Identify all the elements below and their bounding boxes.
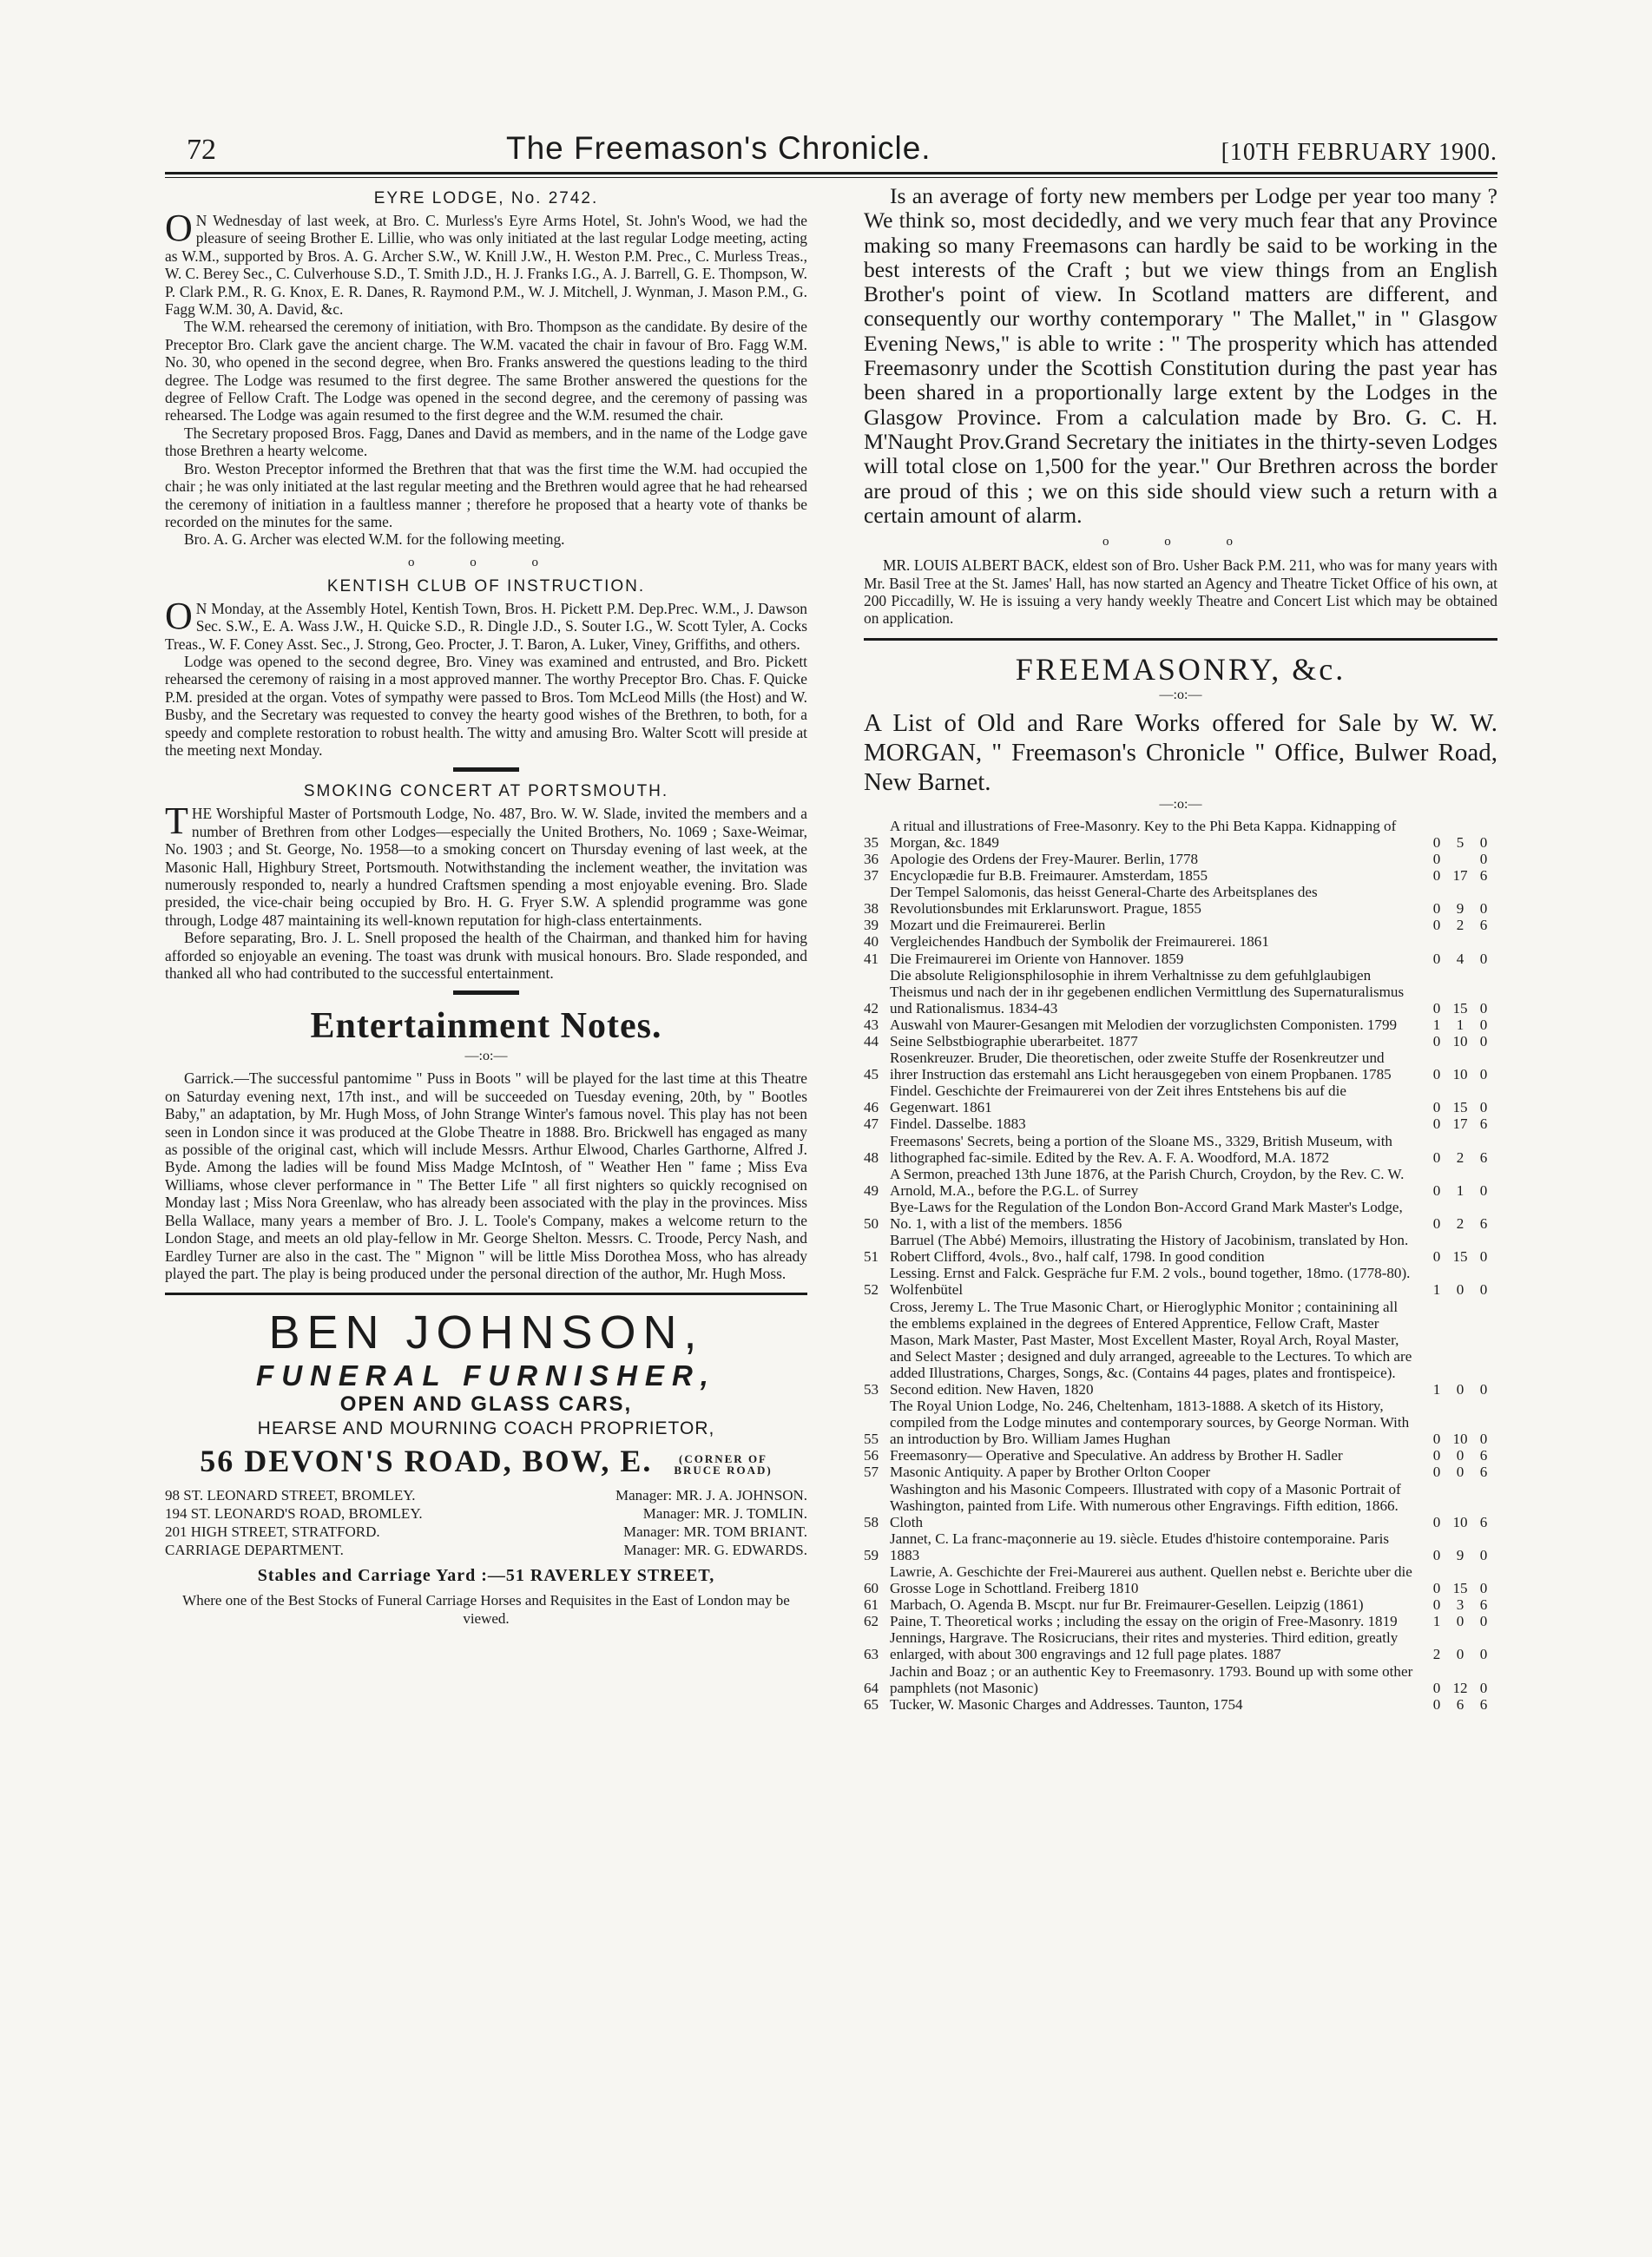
entry-title: Marbach, O. Agenda B. Mscpt. nur fur Br. Freimaurer-Gesellen. Leipzig (1861)	[890, 1596, 1364, 1614]
catalogue-entry	[864, 1447, 1497, 1464]
branch-address: CARRIAGE DEPARTMENT.	[165, 1542, 344, 1559]
kentish-club-heading: KENTISH CLUB OF INSTRUCTION.	[326, 576, 646, 596]
smoking-concert-body	[165, 799, 807, 983]
price-pence: 6	[1479, 1148, 1488, 1166]
price-pounds: 0	[1432, 917, 1441, 934]
price-pence: 6	[1479, 1513, 1488, 1530]
branch-manager: Manager: MR. TOM BRIANT.	[622, 1523, 807, 1541]
entry-title: Rosenkreuzer. Bruder, Die theoretischen, oder zweite Stuffe der Rosenkreutzer und ihrer Instruction das erstemahl ans Licht herausgegeben von einem Propbanen. 1785	[890, 1050, 1392, 1083]
entry-number: 45	[864, 1066, 879, 1083]
entry-price	[1426, 1514, 1497, 1530]
entry-price	[1426, 1281, 1497, 1298]
advert-trade: FUNERAL FURNISHER,	[256, 1359, 716, 1392]
price-pence: 6	[1479, 1596, 1488, 1614]
price-pounds: 0	[1432, 1066, 1441, 1083]
entry-title: Masonic Antiquity. A paper by Brother Orlton Cooper	[890, 1464, 1211, 1481]
price-shillings: 10	[1452, 1513, 1468, 1530]
ornament-rule: —:o:—	[1159, 687, 1202, 702]
entry-number: 36	[864, 850, 879, 867]
branch-manager: Manager: MR. J. TOMLIN.	[642, 1505, 807, 1523]
price-shillings: 0	[1456, 1613, 1464, 1630]
paragraph: ON Wednesday of last week, at Bro. C. Murless's Eyre Arms Hotel, St. John's Wood, we had the pleasure of seeing Brother E. Lillie, who was only initiated at the last regular Lodge meeting, acting as W.M., supported by Bros. A. G. Archer S.W., W. Knill J.W., H. Weston P.M. Prec., C. Murless Treas., W. C. Berey Sec., C. Culverhouse S.D., T. Smith J.D., H. J. Franks I.G., A. J. Barrell, G. E. Thompson, W. P. Clark P.M., R. G. Knox, E. R. Danes, R. Raymond P.M., W. J. Mitchell, J. Wynman, J. Mason P.M., G. Fagg W.M. 30, A. David, &c.	[165, 207, 807, 319]
catalogue-entry	[864, 1050, 1497, 1082]
editorial-article	[864, 184, 1497, 528]
price-shillings: 17	[1452, 867, 1468, 885]
catalogue-entry	[864, 1017, 1497, 1033]
price-pounds: 0	[1432, 1580, 1441, 1597]
price-pence: 6	[1479, 1695, 1488, 1713]
entry-title: A ritual and illustrations of Free-Masonry. Key to the Phi Beta Kappa. Kidnapping of Morgan, &c. 1849	[890, 817, 1397, 851]
catalogue-entry	[864, 1166, 1497, 1199]
price-pounds: 1	[1432, 1281, 1441, 1299]
catalogue-entry	[864, 1299, 1497, 1398]
entry-number: 48	[864, 1148, 879, 1166]
price-pounds: 0	[1432, 900, 1441, 918]
price-pounds: 0	[1432, 1513, 1441, 1530]
ben-johnson-advert	[165, 1306, 807, 1628]
eyre-lodge-body	[165, 207, 807, 549]
entry-title: The Royal Union Lodge, No. 246, Cheltenham, 1813-1888. A sketch of its History, compiled from the Lodge minutes and contemporary sources, by George Norman. With an introduction by Bro. William James Hughan	[890, 1398, 1410, 1448]
entry-title: Bye-Laws for the Regulation of the London Bon-Accord Grand Mark Master's Lodge, No. 1, with a list of the members. 1856	[890, 1198, 1403, 1233]
price-pence: 0	[1479, 1679, 1488, 1696]
section-divider	[453, 767, 519, 772]
entry-title: Vergleichendes Handbuch der Symbolik der Freimaurerei. 1861	[890, 933, 1269, 951]
catalogue-entry	[864, 951, 1497, 967]
price-shillings: 1	[1456, 1181, 1464, 1199]
price-pence: 6	[1479, 1115, 1488, 1133]
price-shillings: 3	[1456, 1596, 1464, 1614]
entry-price	[1426, 1547, 1497, 1563]
entry-price	[1426, 1215, 1497, 1232]
paragraph: ON Monday, at the Assembly Hotel, Kentish Town, Bros. H. Pickett P.M. Dep.Prec. W.M., J. Dawson Sec. S.W., E. A. Wass J.W., H. Quicke S.D., R. Dingle J.D., S. Souter I.G., W. Scott Tyler, A. Cocks Treas., W. F. Coney Asst. Sec., J. Strong, Geo. Procter, J. T. Baron, A. Luker, Viney, Griffiths, and others.	[165, 594, 807, 653]
price-pounds: 0	[1432, 1679, 1441, 1696]
entry-price	[1426, 1431, 1497, 1447]
entry-title: Apologie des Ordens der Frey-Maurer. Berlin, 1778	[890, 850, 1199, 867]
catalogue-entry	[864, 933, 1497, 950]
freemasonry-catalogue	[864, 651, 1497, 1713]
entry-price	[1426, 1000, 1497, 1017]
entry-price	[1426, 1033, 1497, 1050]
entry-number: 50	[864, 1215, 879, 1233]
advert-corner-note	[674, 1453, 772, 1476]
ornament-rule: —:o:—	[464, 1049, 508, 1064]
entry-price	[1426, 1149, 1497, 1166]
price-pence: 0	[1479, 1033, 1488, 1050]
advert-rule	[165, 1293, 807, 1295]
price-pounds: 0	[1432, 850, 1441, 867]
entry-title: Jannet, C. La franc-maçonnerie au 19. siècle. Etudes d'histoire contemporaine. Paris 1883	[890, 1530, 1390, 1563]
right-column	[864, 184, 1497, 1713]
price-shillings: 4	[1456, 950, 1464, 967]
entry-price	[1426, 1017, 1497, 1033]
paragraph: Lodge was opened to the second degree, Bro. Viney was examined and entrusted, and Bro. Pickett rehearsed the ceremony of raising in a most approved manner. The worthy Preceptor Bro. Chas. F. Quicke P.M. presided at the organ. Votes of sympathy were passed to Bros. Tom McLeod Mills (the Host) and W. Busby, and the Secretary was requested to convey the hearty good wishes of the Brethren, to both, for a speedy and complete restoration to robust health. The witty and amusing Bro. Walter Scott will preside at the meeting next Monday.	[165, 652, 807, 759]
section-separator: o o o	[408, 555, 564, 569]
freemasonry-subtitle: A List of Old and Rare Works offered for Sale by W. W. MORGAN, " Freemason's Chronicle " Office, Bulwer Road, New Barnet.	[864, 708, 1497, 796]
entry-price	[1426, 1646, 1497, 1662]
entry-price	[1426, 1696, 1497, 1713]
smoking-concert-article	[165, 782, 807, 982]
advert-cars: OPEN AND GLASS CARS,	[339, 1392, 633, 1417]
price-pounds: 0	[1432, 1546, 1441, 1563]
entry-number: 65	[864, 1695, 879, 1713]
price-pence: 0	[1479, 1613, 1488, 1630]
catalogue-entry	[864, 1082, 1497, 1115]
catalogue-entry	[864, 1115, 1497, 1132]
entry-price	[1426, 1580, 1497, 1596]
entry-number: 52	[864, 1281, 879, 1299]
price-pounds: 1	[1432, 1016, 1441, 1033]
branch-address: 201 HIGH STREET, STRATFORD.	[165, 1523, 380, 1541]
price-pence: 0	[1479, 1646, 1488, 1663]
entry-price	[1426, 1464, 1497, 1480]
entry-number: 41	[864, 950, 879, 967]
price-pounds: 0	[1432, 1099, 1441, 1116]
paragraph: Before separating, Bro. J. L. Snell proposed the health of the Chairman, and thanked him for having afforded so enjoyable an evening. The toast was drunk with musical honours. Bro. Slade responded, and thanked all who had contributed to the successful entertainment.	[165, 929, 807, 983]
entry-title: Lessing. Ernst and Falck. Gespräche fur F.M. 2 vols., bound together, 18mo. (1778-80). Wolfenbütel	[890, 1265, 1411, 1299]
price-pounds: 1	[1432, 1380, 1441, 1398]
entry-number: 42	[864, 999, 879, 1017]
price-pence: 0	[1479, 1546, 1488, 1563]
freemasonry-title: FREEMASONRY, &c.	[1015, 651, 1346, 687]
entry-title: Barruel (The Abbé) Memoirs, illustrating the History of Jacobinism, translated by Hon. Robert Clifford, 4vols., 8vo., half calf, 1798. In good condition	[890, 1232, 1409, 1266]
branch-manager: Manager: MR. G. EDWARDS.	[623, 1542, 807, 1559]
price-pounds: 0	[1432, 1115, 1441, 1133]
entry-title: Freemasons' Secrets, being a portion of the Sloane MS., 3329, British Museum, with lithographed fac-simile. Edited by the Rev. A. F. A. Woodford, M.A. 1872	[890, 1132, 1392, 1166]
corner-line: (CORNER OF	[679, 1452, 767, 1466]
entry-price	[1426, 834, 1497, 851]
entry-number: 39	[864, 917, 879, 934]
catalogue-entry	[864, 917, 1497, 933]
eyre-lodge-article	[165, 189, 807, 549]
branch-row	[165, 1504, 807, 1523]
price-pounds: 0	[1432, 1215, 1441, 1233]
entertainment-body	[165, 1069, 807, 1282]
price-pence: 0	[1479, 999, 1488, 1017]
entry-title: Jennings, Hargrave. The Rosicrucians, their rites and mysteries. Third edition, greatly enlarged, with about 300 engravings and 12 full page plates. 1887	[890, 1629, 1399, 1663]
catalogue-entry	[864, 1629, 1497, 1662]
catalogue-entry	[864, 1563, 1497, 1596]
catalogue-entry	[864, 1481, 1497, 1530]
catalogue-entry	[864, 1663, 1497, 1696]
entry-title: Tucker, W. Masonic Charges and Addresses. Taunton, 1754	[890, 1695, 1243, 1713]
price-pounds: 1	[1432, 1613, 1441, 1630]
catalogue-entry	[864, 1033, 1497, 1050]
price-shillings: 0	[1456, 1380, 1464, 1398]
back-agency-note	[864, 556, 1497, 628]
kentish-club-body	[165, 594, 807, 760]
advert-name: BEN JOHNSON,	[268, 1306, 704, 1359]
entry-price	[1426, 1447, 1497, 1464]
entry-title: A Sermon, preached 13th June 1876, at the Parish Church, Croydon, by the Rev. C. W. Arnold, M.A., before the P.G.L. of Surrey	[890, 1165, 1405, 1199]
price-pence: 0	[1479, 1431, 1488, 1448]
entry-number: 63	[864, 1646, 879, 1663]
entry-title: Findel. Dasselbe. 1883	[890, 1115, 1026, 1133]
entry-number: 56	[864, 1447, 879, 1464]
paragraph: Is an average of forty new members per Lodge per year too many ? We think so, most decidedly, and we very much fear that any Province making so many Freemasons can hardly be said to be working in the best interests of the Craft ; but we view things from an English Brother's point of view. In Scotland matters are different, and consequently our worthy contemporary " The Mallet," in " Glasgow Evening News," is able to write : " The prosperity which has attended Freemasonry under the Scottish Constitution during the past year has been shared in a proportionally large extent by the Lodges in the Glasgow Province. From a calculation made by Bro. G. C. H. M'Naught Prov.Grand Secretary the initiates in the thirty-seven Lodges will total close on 1,500 for the year." Our Brethren across the border are proud of this ; we on this side should view such a return with a certain amount of alarm.	[864, 183, 1497, 528]
price-shillings: 12	[1452, 1679, 1468, 1696]
price-pounds: 0	[1432, 1033, 1441, 1050]
entry-title: Lawrie, A. Geschichte der Frei-Maurerei aus authent. Quellen nebst e. Berichte uber die Grosse Loge in Schottland. Freiberg 1810	[890, 1563, 1412, 1597]
price-pence: 0	[1479, 833, 1488, 851]
price-pounds: 0	[1432, 950, 1441, 967]
advert-address-text: 56 DEVON'S ROAD, BOW, E.	[200, 1444, 653, 1479]
entry-title: Seine Selbstbiographie uberarbeitet. 1877	[890, 1033, 1138, 1050]
price-pounds: 0	[1432, 1464, 1441, 1481]
entry-number: 37	[864, 867, 879, 885]
price-shillings: 2	[1456, 917, 1464, 934]
branch-row	[165, 1486, 807, 1504]
price-pence: 0	[1479, 1580, 1488, 1597]
entry-price	[1426, 1115, 1497, 1132]
entry-number: 51	[864, 1248, 879, 1266]
entry-title: Encyclopædie fur B.B. Freimaurer. Amsterdam, 1855	[890, 867, 1208, 885]
price-pence: 0	[1479, 1380, 1488, 1398]
catalogue-entry	[864, 851, 1497, 867]
entry-price	[1426, 1248, 1497, 1265]
entry-number: 38	[864, 900, 879, 918]
price-pence: 6	[1479, 1215, 1488, 1233]
price-pence: 6	[1479, 867, 1488, 885]
entry-price	[1426, 1381, 1497, 1398]
entry-number: 59	[864, 1546, 879, 1563]
issue-date: [10TH FEBRUARY 1900.	[1221, 139, 1497, 166]
ornament-rule: —:o:—	[1159, 796, 1202, 812]
price-pence: 0	[1479, 1281, 1488, 1299]
section-separator: o o o	[1102, 535, 1259, 549]
left-column	[165, 184, 807, 1628]
price-pounds: 0	[1432, 1596, 1441, 1614]
price-shillings: 17	[1452, 1115, 1468, 1133]
price-pence: 0	[1479, 1016, 1488, 1033]
entry-title: Paine, T. Theoretical works ; including the essay on the origin of Free-Masonry. 1819	[890, 1613, 1398, 1630]
entry-number: 43	[864, 1016, 879, 1033]
catalogue-entry	[864, 1199, 1497, 1232]
entry-title: Jachin and Boaz ; or an authentic Key to Freemasonry. 1793. Bound up with some other pamphlets (not Masonic)	[890, 1662, 1413, 1696]
paragraph: The Secretary proposed Bros. Fagg, Danes and David as members, and in the name of the Lodge gave those Brethren a hearty welcome.	[165, 424, 807, 460]
price-pence: 0	[1479, 1181, 1488, 1199]
price-shillings: 10	[1452, 1033, 1468, 1050]
entry-number: 47	[864, 1115, 879, 1133]
entry-title: Mozart und die Freimaurerei. Berlin	[890, 917, 1106, 934]
catalogue-list	[864, 818, 1497, 1713]
smoking-concert-heading: SMOKING CONCERT AT PORTSMOUTH.	[303, 782, 669, 801]
catalogue-entry	[864, 867, 1497, 884]
branch-address: 98 ST. LEONARD STREET, BROMLEY.	[165, 1487, 416, 1504]
section-divider	[453, 990, 519, 995]
advert-stables: Stables and Carriage Yard :—51 RAVERLEY STREET,	[257, 1566, 715, 1586]
price-shillings	[1450, 851, 1471, 867]
entry-price	[1426, 1182, 1497, 1199]
price-pence: 0	[1479, 850, 1488, 867]
entry-price	[1426, 1613, 1497, 1629]
entry-title: Die absolute Religionsphilosophie in ihrem Verhaltnisse zu dem gefuhlglaubigen Theismus und nach der in ihr gegebenen endlichen Vermittlung des Supernaturalismus und Rationalismus. 1834-43	[890, 966, 1405, 1017]
price-pounds: 2	[1432, 1646, 1441, 1663]
price-shillings: 0	[1456, 1646, 1464, 1663]
price-pounds: 0	[1432, 1148, 1441, 1166]
price-pounds: 0	[1432, 1695, 1441, 1713]
price-pounds: 0	[1432, 999, 1441, 1017]
price-shillings: 9	[1456, 900, 1464, 918]
branch-address: 194 ST. LEONARD'S ROAD, BROMLEY.	[165, 1505, 423, 1523]
price-pounds: 0	[1432, 1248, 1441, 1266]
entry-title: Freemasonry— Operative and Speculative. An address by Brother H. Sadler	[890, 1447, 1343, 1464]
price-shillings: 2	[1456, 1215, 1464, 1233]
entry-title: Cross, Jeremy L. The True Masonic Chart, or Hieroglyphic Monitor ; containining all the emblems explained in the degrees of Entered Apprentice, Fellow Craft, Master Mason, Mark Master, Past Master, Most Excellent Master, Royal Arch, Royal Master, and Select Master ; designed and duly arranged, agreeable to the Lectures. To which are added Illustrations, Charges, Songs, &c. (Contains 44 pages, plates and frontispeice). Second edition. New Haven, 1820	[890, 1298, 1412, 1398]
price-shillings: 15	[1452, 1099, 1468, 1116]
entry-price	[1426, 1680, 1497, 1696]
header-rule	[165, 172, 1497, 178]
paragraph: THE Worshipful Master of Portsmouth Lodge, No. 487, Bro. W. W. Slade, invited the members and a number of Brethren from other Lodges—especially the United Brothers, No. 1069 ; Saxe-Weimar, No. 1903 ; and St. George, No. 1958—to a smoking concert on Thursday evening of last week, at the Masonic Hall, Highbury Street, Portsmouth. Notwithstanding the inclement weather, the invitation was numerously responded to, nearly a hundred Craftsmen spending a most enjoyable evening. Bro. Slade presided, the vice-chair being occupied by Bro. H. G. Fryer S.W. A splendid programme was gone through, Lodge 487 maintaining its well-known reputation for high-class entertainments.	[165, 799, 807, 929]
entry-price	[1426, 951, 1497, 967]
catalogue-entry	[864, 818, 1497, 851]
paragraph: Bro. Weston Preceptor informed the Brethren that that was the first time the W.M. had occupied the chair ; he was only initiated at the last regular meeting and the Brethren would agree that he had rehearsed the ceremony of initiation in a faultless manner ; therefore he proposed that a hearty vote of thanks be recorded on the minutes for the same.	[165, 459, 807, 530]
entry-number: 58	[864, 1513, 879, 1530]
entry-price	[1426, 1596, 1497, 1613]
catalogue-entry	[864, 884, 1497, 917]
entry-number: 61	[864, 1596, 879, 1614]
price-shillings: 15	[1452, 1248, 1468, 1266]
price-pence: 6	[1479, 1447, 1488, 1464]
entry-number: 35	[864, 833, 879, 851]
entry-price	[1426, 1066, 1497, 1082]
entry-price	[1426, 851, 1497, 867]
paragraph: MR. LOUIS ALBERT BACK, eldest son of Bro. Usher Back P.M. 211, who was for many years with Mr. Basil Tree at the St. James' Hall, has now started an Agency and Theatre Ticket Office of his own, at 200 Piccadilly, W. He is issuing a very handy weekly Theatre and Concert List which may be obtained on application.	[864, 556, 1497, 628]
price-pounds: 0	[1432, 1431, 1441, 1448]
catalogue-entry	[864, 1613, 1497, 1629]
entry-number: 49	[864, 1181, 879, 1199]
catalogue-entry	[864, 1596, 1497, 1613]
entry-title: Die Freimaurerei im Oriente von Hannover. 1859	[890, 950, 1184, 967]
entry-number: 44	[864, 1033, 879, 1050]
catalogue-entry	[864, 1530, 1497, 1563]
branch-row	[165, 1541, 807, 1559]
entry-number: 62	[864, 1613, 879, 1630]
catalogue-entry	[864, 1265, 1497, 1298]
advert-address	[165, 1441, 807, 1481]
price-shillings: 10	[1452, 1431, 1468, 1448]
price-pence: 0	[1479, 950, 1488, 967]
price-shillings: 10	[1452, 1066, 1468, 1083]
branch-row	[165, 1523, 807, 1541]
entertainment-notes	[165, 1005, 807, 1282]
price-pence: 6	[1479, 917, 1488, 934]
paragraph: Garrick.—The successful pantomime " Puss in Boots " will be played for the last time at this Theatre on Saturday evening next, 17th inst., and will be succeeded on Tuesday evening, 20th, by " Bootles Baby," an adaptation, by Mr. Hugh Moss, of John Strange Winter's famous novel. This play has not been seen in London since it was produced at the Globe Theatre in 1888. Bro. Brickwell has engaged as many as possible of the original cast, which will include Messrs. Arthur Elwood, Charles Garthorne, Alfred J. Byde. Among the ladies will be found Miss Madge McIntosh, of " Weather Hen " fame ; Miss Eva Williams, whose clever performance in " The Better Life " all first nighters so quickly recognised on Monday last ; Miss Nora Greenlaw, who has already been associated with the play in the provinces. Miss Bella Wallace, many years a member of Bro. J. L. Toole's Company, makes a welcome return to the London Stage, and meets an old play-fellow in Mr. George Shelton. Messrs. C. Troode, Percy Nash, and Eardley Turner are also in the cast. The " Mignon " will be little Miss Dorothea Moss, who has already played the part. The play is being produced under the personal direction of the author, Mr. Hugh Moss.	[165, 1069, 807, 1282]
branch-list	[165, 1486, 807, 1559]
price-pounds: 0	[1432, 867, 1441, 885]
price-pence: 0	[1479, 1099, 1488, 1116]
price-shillings: 6	[1456, 1695, 1464, 1713]
entry-number: 64	[864, 1679, 879, 1696]
price-shillings: 0	[1456, 1281, 1464, 1299]
entry-number: 57	[864, 1464, 879, 1481]
entry-price	[1426, 917, 1497, 933]
price-pence: 0	[1479, 1066, 1488, 1083]
entry-number: 53	[864, 1380, 879, 1398]
price-shillings: 2	[1456, 1148, 1464, 1166]
catalogue-entry	[864, 1133, 1497, 1166]
catalogue-entry	[864, 1464, 1497, 1480]
entry-number: 55	[864, 1431, 879, 1448]
paragraph: The W.M. rehearsed the ceremony of initiation, with Bro. Thompson as the candidate. By desire of the Preceptor Bro. Clark gave the ancient charge. The W.M. vacated the chair in favour of Bro. Fagg W.M. No. 30, who opened in the second degree, when Bro. Franks answered the questions leading to the third degree. The Lodge was resumed to the first degree. The same Brother answered the questions for the degree of Fellow Craft. The Lodge was opened in the second degree, and the ceremony of passing was rehearsed. The Lodge was again resumed to the first degree and the W.M. resumed the chair.	[165, 318, 807, 424]
entry-number: 46	[864, 1099, 879, 1116]
advert-footer: Where one of the Best Stocks of Funeral Carriage Horses and Requisites in the East of London may be viewed.	[182, 1592, 790, 1628]
eyre-lodge-heading: EYRE LODGE, No. 2742.	[373, 189, 599, 207]
price-pence: 6	[1479, 1464, 1488, 1481]
running-title: The Freemason's Chronicle.	[505, 130, 931, 166]
price-shillings: 5	[1456, 833, 1464, 851]
entry-number: 60	[864, 1580, 879, 1597]
price-shillings: 9	[1456, 1546, 1464, 1563]
price-shillings: 1	[1456, 1016, 1464, 1033]
price-shillings: 0	[1456, 1464, 1464, 1481]
catalogue-entry	[864, 1398, 1497, 1447]
price-shillings: 15	[1452, 999, 1468, 1017]
paragraph: Bro. A. G. Archer was elected W.M. for the following meeting.	[184, 530, 565, 549]
price-pounds: 0	[1432, 833, 1441, 851]
entry-title: Findel. Geschichte der Freimaurerei von der Zeit ihres Entstehens bis auf die Gegenwart. 1861	[890, 1082, 1346, 1116]
price-shillings: 0	[1456, 1447, 1464, 1464]
corner-line: BRUCE ROAD)	[674, 1464, 773, 1477]
catalogue-entry	[864, 1696, 1497, 1713]
entry-title: Auswahl von Maurer-Gesangen mit Melodien der vorzuglichsten Componisten. 1799	[890, 1016, 1398, 1033]
catalogue-entry	[864, 967, 1497, 1017]
entertainment-heading: Entertainment Notes.	[310, 1006, 662, 1047]
page-number: 72	[187, 134, 216, 166]
price-shillings: 15	[1452, 1580, 1468, 1597]
entry-price	[1426, 867, 1497, 884]
branch-manager: Manager: MR. J. A. JOHNSON.	[615, 1487, 807, 1504]
page-header	[187, 128, 1497, 167]
entry-number: 40	[864, 933, 879, 951]
advert-hearse: HEARSE AND MOURNING COACH PROPRIETOR,	[257, 1418, 715, 1439]
kentish-club-article	[165, 577, 807, 760]
entry-price	[1426, 900, 1497, 917]
catalogue-entry	[864, 1232, 1497, 1265]
entry-title: Washington and his Masonic Compeers. Illustrated with copy of a Masonic Portrait of Washington, painted from Life. With numerous other Engravings. Fifth edition, 1866. Cloth	[890, 1480, 1401, 1530]
price-pounds: 0	[1432, 1447, 1441, 1464]
entry-title: Der Tempel Salomonis, das heisst General-Charte des Arbeitsplanes des Revolutionsbundes mit Erklarunswort. Prague, 1855	[890, 884, 1318, 918]
entry-price	[1426, 1099, 1497, 1115]
price-pence: 0	[1479, 900, 1488, 918]
price-pounds: 0	[1432, 1181, 1441, 1199]
price-pence: 0	[1479, 1248, 1488, 1266]
freemasonry-rule	[864, 638, 1497, 641]
